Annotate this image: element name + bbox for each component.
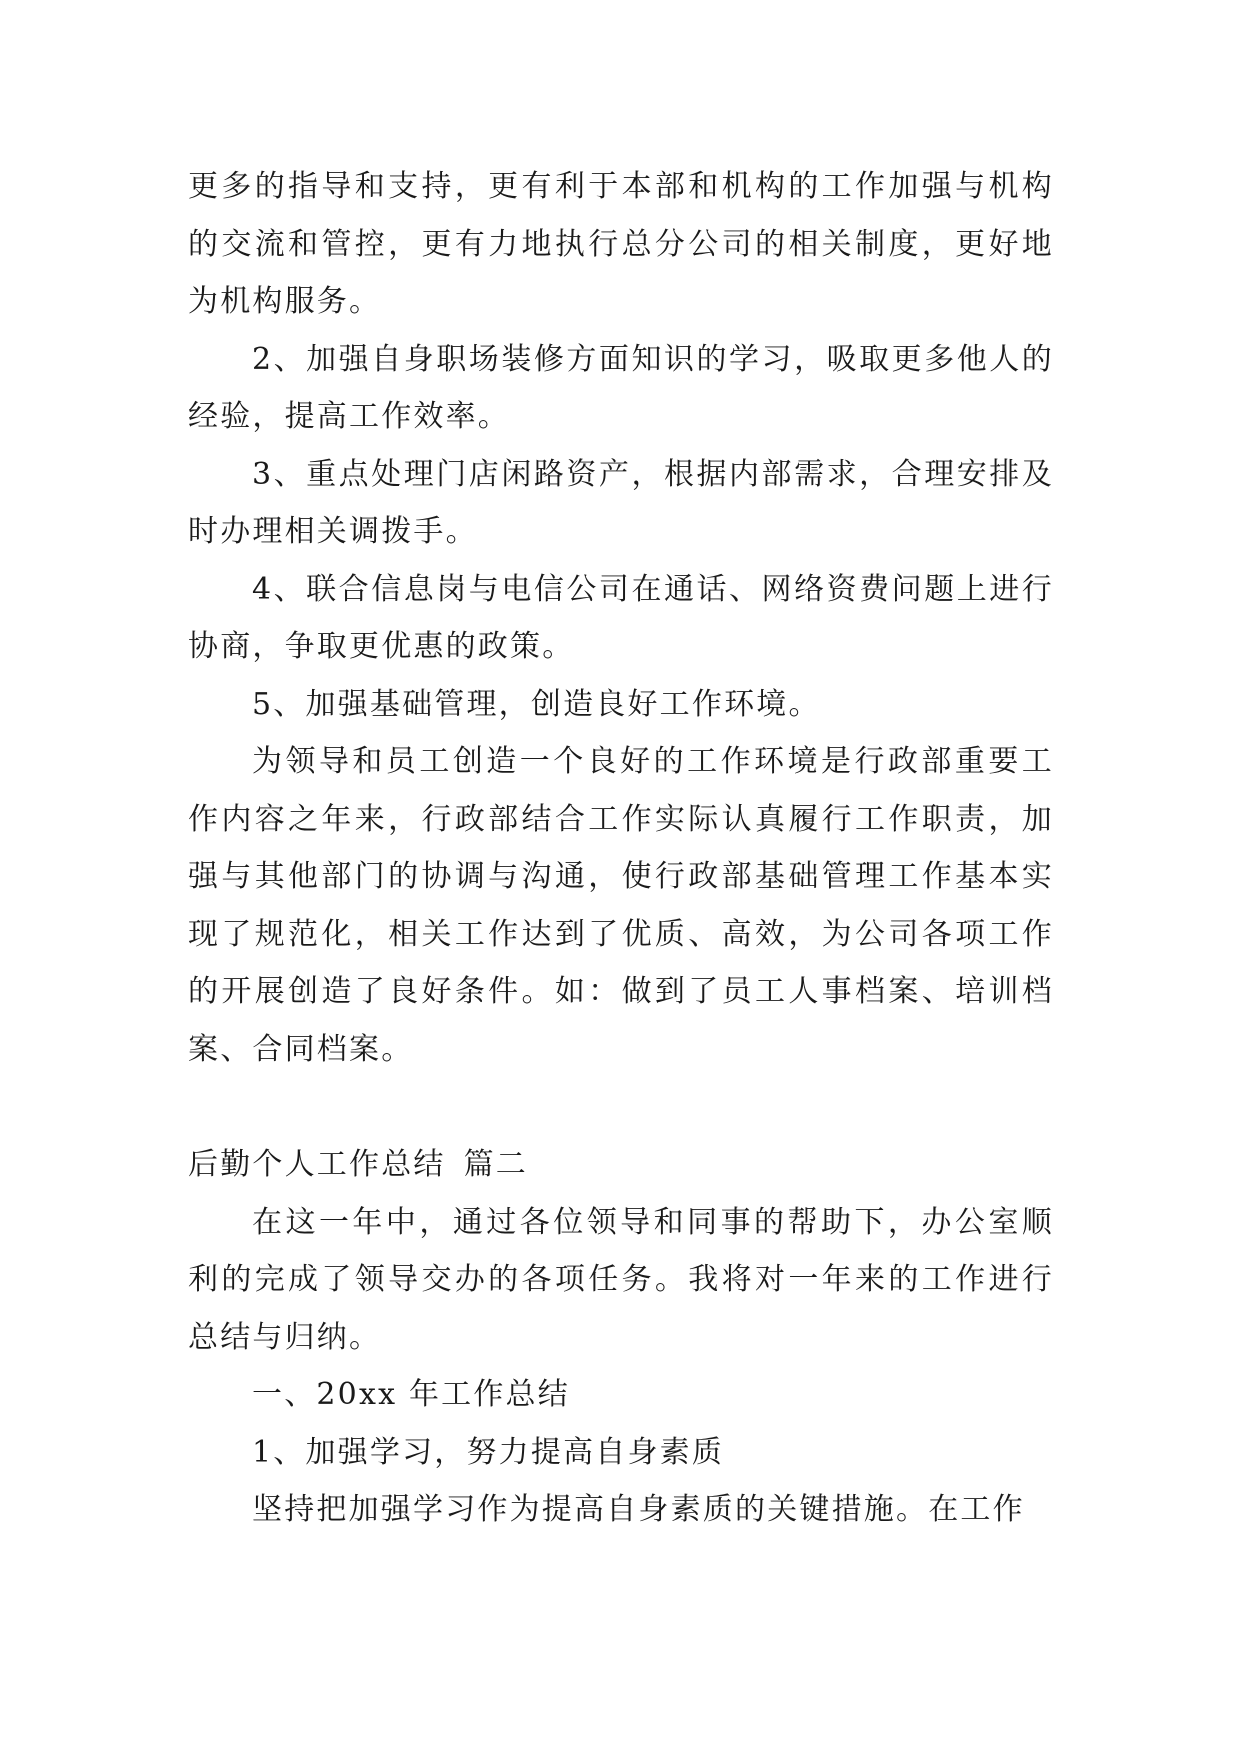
paragraph-item-2: 2、加强自身职场装修方面知识的学习，吸取更多他人的经验，提高工作效率。 <box>188 341 1054 434</box>
section-part-label: 篇二 <box>463 1147 529 1182</box>
subheading-study: 1、加强学习，努力提高自身素质 <box>252 1434 725 1470</box>
section-heading <box>188 1136 1054 1194</box>
subheading-year-summary: 一、20xx 年工作总结 <box>252 1377 570 1412</box>
paragraph-item-5: 5、加强基础管理，创造良好工作环境。 <box>252 686 821 722</box>
paragraph-intro: 在这一年中，通过各位领导和同事的帮助下，办公室顺利的完成了领导交办的各项任务。我将对一年来的工作进行总结与归纳。 <box>188 1204 1054 1355</box>
paragraph-work-environment: 为领导和员工创造一个良好的工作环境是行政部重要工作内容之年来，行政部结合工作实际认真履行工作职责，加强与其他部门的协调与沟通，使行政部基础管理工作基本实现了规范化，相关工作达到了优质、高效，为公司各项工作的开展创造了良好条件。如：做到了员工人事档案、培训档案、合同档案。 <box>188 744 1054 1067</box>
paragraph-continuation: 更多的指导和支持，更有利于本部和机构的工作加强与机构的交流和管控，更有力地执行总分公司的相关制度，更好地为机构服务。 <box>188 169 1054 319</box>
document-body <box>188 158 1054 1539</box>
paragraph-item-4: 4、联合信息岗与电信公司在通话、网络资费问题上进行协商，争取更优惠的政策。 <box>188 571 1054 664</box>
paragraph-study-body: 坚持把加强学习作为提高自身素质的关键措施。在工作 <box>252 1492 1025 1527</box>
section-title: 后勤个人工作总结 <box>188 1147 446 1182</box>
paragraph-item-3: 3、重点处理门店闲路资产，根据内部需求，合理安排及时办理相关调拨手。 <box>188 456 1054 549</box>
